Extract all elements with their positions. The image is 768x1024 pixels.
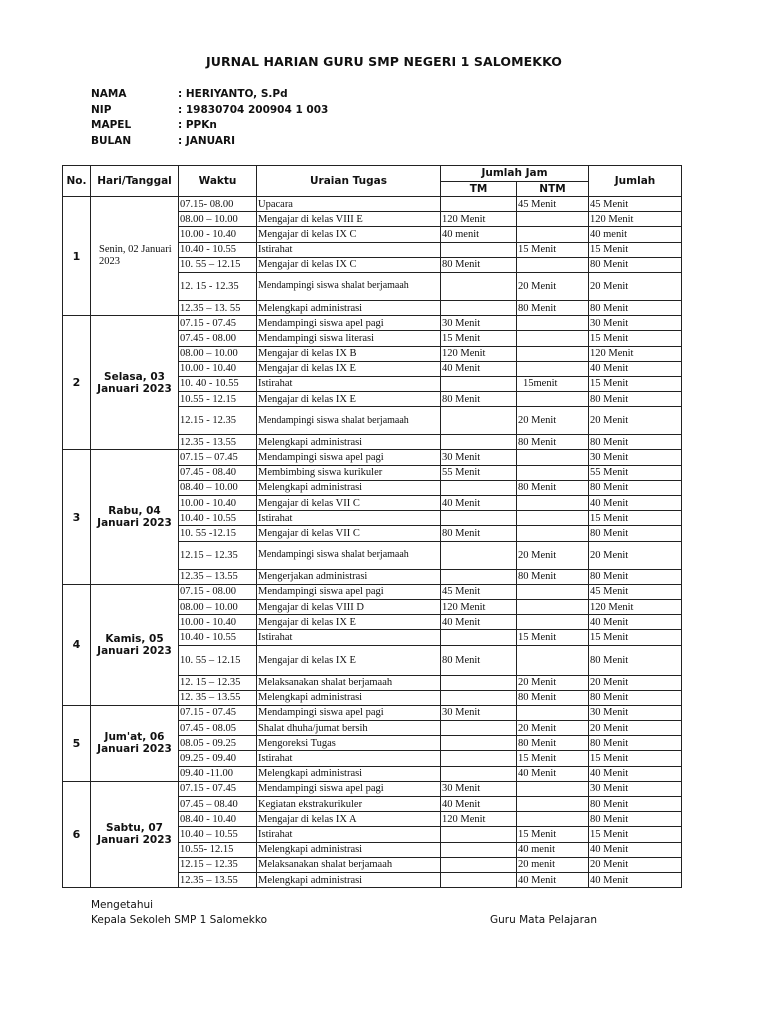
cell-ntm: 15menit [517,376,589,391]
cell-waktu: 12.35 – 13. 55 [179,300,257,315]
cell-ntm [517,465,589,480]
cell-tm [441,857,517,872]
cell-ntm: 80 Menit [517,690,589,705]
cell-ntm: 20 Menit [517,407,589,435]
cell-uraian: Mendampingi siswa apel pagi [257,584,441,599]
cell-uraian: Mengajar di kelas IX C [257,227,441,242]
cell-uraian: Istirahat [257,827,441,842]
cell-ntm: 80 Menit [517,736,589,751]
table-row [63,197,682,212]
cell-uraian: Melengkapi administrasi [257,872,441,887]
cell-ntm: 80 Menit [517,435,589,450]
cell-ntm [517,599,589,614]
cell-jumlah: 30 Menit [589,705,682,720]
cell-ntm: 45 Menit [517,197,589,212]
cell-tm [441,376,517,391]
meta-value: : JANUARI [178,134,235,147]
identity-block [91,88,328,150]
cell-uraian: Melengkapi administrasi [257,766,441,781]
cell-tm [441,675,517,690]
cell-tm [441,630,517,645]
cell-uraian: Mengajar di kelas VIII E [257,212,441,227]
cell-tm [441,300,517,315]
cell-ntm: 40 Menit [517,766,589,781]
cell-jumlah: 80 Menit [589,736,682,751]
cell-ntm [517,496,589,511]
cell-uraian: Mengoreksi Tugas [257,736,441,751]
cell-jumlah: 30 Menit [589,316,682,331]
day-number: 1 [63,197,91,316]
meta-value: : 19830704 200904 1 003 [178,103,329,116]
table-row [63,584,682,599]
cell-ntm: 20 Menit [517,675,589,690]
cell-waktu: 09.40 -11.00 [179,766,257,781]
cell-uraian: Istirahat [257,511,441,526]
cell-ntm [517,361,589,376]
cell-waktu: 10.00 - 10.40 [179,361,257,376]
cell-jumlah: 15 Menit [589,331,682,346]
cell-jumlah: 80 Menit [589,569,682,584]
cell-tm: 30 Menit [441,781,517,796]
cell-tm: 30 Menit [441,705,517,720]
meta-label: BULAN [91,134,132,147]
cell-jumlah: 120 Menit [589,346,682,361]
cell-jumlah: 80 Menit [589,392,682,407]
cell-waktu: 12.35 - 13.55 [179,435,257,450]
cell-waktu: 07.45 - 08.00 [179,331,257,346]
cell-tm [441,721,517,736]
day-date: Sabtu, 07 Januari 2023 [91,781,179,887]
cell-waktu: 07.45 - 08.40 [179,465,257,480]
cell-ntm [517,615,589,630]
cell-uraian: Mengajar di kelas VII C [257,526,441,541]
meta-row-nip [91,104,328,120]
cell-waktu: 10. 40 - 10.55 [179,376,257,391]
cell-waktu: 08.05 - 09.25 [179,736,257,751]
cell-tm [441,569,517,584]
meta-value: : HERIYANTO, S.Pd [178,88,288,100]
day-date: Selasa, 03 Januari 2023 [91,316,179,450]
day-date: Senin, 02 Januari 2023 [91,197,179,316]
cell-jumlah: 15 Menit [589,242,682,257]
cell-uraian: Mengajar di kelas IX E [257,615,441,630]
cell-jumlah: 80 Menit [589,812,682,827]
header-jumlah: Jumlah [589,166,682,197]
cell-waktu: 07.15 - 08.00 [179,584,257,599]
cell-waktu: 12. 35 – 13.55 [179,690,257,705]
cell-ntm [517,781,589,796]
cell-tm: 45 Menit [441,584,517,599]
header-ntm: NTM [517,182,589,197]
cell-jumlah: 15 Menit [589,376,682,391]
cell-uraian: Istirahat [257,630,441,645]
cell-tm [441,242,517,257]
cell-tm: 40 Menit [441,797,517,812]
cell-ntm: 80 Menit [517,300,589,315]
table-row [63,316,682,331]
cell-jumlah: 20 Menit [589,407,682,435]
meta-label: NAMA [91,88,127,100]
meta-label: NIP [91,103,112,116]
cell-jumlah: 20 Menit [589,857,682,872]
cell-waktu: 10. 55 -12.15 [179,526,257,541]
cell-tm: 80 Menit [441,257,517,272]
cell-waktu: 08.40 – 10.00 [179,480,257,495]
cell-waktu: 12.35 – 13.55 [179,569,257,584]
cell-tm [441,480,517,495]
cell-jumlah: 80 Menit [589,526,682,541]
header-tm: TM [441,182,517,197]
cell-waktu: 10.55 - 12.15 [179,392,257,407]
journal-body [63,197,682,888]
cell-waktu: 07.45 – 08.40 [179,797,257,812]
cell-tm [441,197,517,212]
day-number: 5 [63,705,91,781]
cell-waktu: 12.35 – 13.55 [179,872,257,887]
cell-waktu: 07.15 - 07.45 [179,316,257,331]
cell-ntm [517,705,589,720]
footer-guru-mapel: Guru Mata Pelajaran [490,914,598,926]
cell-jumlah: 80 Menit [589,480,682,495]
cell-jumlah: 80 Menit [589,435,682,450]
cell-tm: 120 Menit [441,346,517,361]
cell-tm: 40 menit [441,227,517,242]
journal-table [62,165,682,888]
day-number: 4 [63,584,91,705]
cell-uraian: Melengkapi administrasi [257,435,441,450]
cell-uraian: Istirahat [257,376,441,391]
header-jumlah-jam: Jumlah Jam [441,166,589,182]
table-row [63,781,682,796]
cell-uraian: Melengkapi administrasi [257,480,441,495]
cell-uraian: Mendampingi siswa literasi [257,331,441,346]
cell-tm [441,272,517,300]
cell-ntm [517,584,589,599]
cell-jumlah: 20 Menit [589,675,682,690]
cell-jumlah: 80 Menit [589,797,682,812]
cell-uraian: Mendampingi siswa apel pagi [257,450,441,465]
cell-ntm [517,797,589,812]
day-number: 6 [63,781,91,887]
cell-ntm: 80 Menit [517,480,589,495]
cell-uraian: Melengkapi administrasi [257,690,441,705]
cell-ntm: 20 menit [517,857,589,872]
cell-ntm [517,331,589,346]
cell-uraian: Mendampingi siswa shalat berjamaah [257,541,441,569]
cell-uraian: Membimbing siswa kurikuler [257,465,441,480]
cell-uraian: Mengajar di kelas IX B [257,346,441,361]
cell-tm: 30 Menit [441,450,517,465]
cell-jumlah: 40 Menit [589,615,682,630]
cell-ntm: 40 Menit [517,872,589,887]
cell-uraian: Mendampingi siswa shalat berjamaah [257,407,441,435]
cell-jumlah: 40 Menit [589,872,682,887]
cell-jumlah: 15 Menit [589,511,682,526]
cell-tm [441,751,517,766]
cell-jumlah: 20 Menit [589,541,682,569]
cell-waktu: 08.00 – 10.00 [179,346,257,361]
cell-ntm: 20 Menit [517,541,589,569]
meta-row-bulan [91,135,328,151]
header-uraian-tugas: Uraian Tugas [257,166,441,197]
cell-uraian: Shalat dhuha/jumat bersih [257,721,441,736]
cell-waktu: 07.15 - 07.45 [179,781,257,796]
cell-tm: 80 Menit [441,645,517,675]
cell-jumlah: 55 Menit [589,465,682,480]
cell-waktu: 10. 55 – 12.15 [179,645,257,675]
cell-ntm [517,526,589,541]
cell-waktu: 10.40 - 10.55 [179,242,257,257]
cell-ntm [517,212,589,227]
cell-uraian: Melaksanakan shalat berjamaah [257,675,441,690]
cell-waktu: 10.40 - 10.55 [179,630,257,645]
cell-tm: 40 Menit [441,615,517,630]
cell-ntm [517,645,589,675]
cell-ntm: 40 menit [517,842,589,857]
cell-waktu: 12. 15 – 12.35 [179,675,257,690]
cell-tm [441,766,517,781]
cell-waktu: 10. 55 – 12.15 [179,257,257,272]
cell-tm [441,435,517,450]
cell-jumlah: 40 menit [589,227,682,242]
cell-tm: 55 Menit [441,465,517,480]
day-date: Kamis, 05 Januari 2023 [91,584,179,705]
cell-jumlah: 15 Menit [589,751,682,766]
cell-uraian: Mengajar di kelas IX E [257,392,441,407]
cell-tm: 120 Menit [441,599,517,614]
cell-uraian: Melengkapi administrasi [257,842,441,857]
cell-uraian: Melaksanakan shalat berjamaah [257,857,441,872]
cell-jumlah: 20 Menit [589,721,682,736]
document-title: JURNAL HARIAN GURU SMP NEGERI 1 SALOMEKKO [205,54,563,69]
cell-waktu: 10.40 - 10.55 [179,511,257,526]
meta-row-nama [91,88,328,104]
cell-jumlah: 120 Menit [589,212,682,227]
footer-kepala-sekolah: Kepala Sekoleh SMP 1 Salomekko [91,914,267,926]
cell-ntm [517,257,589,272]
cell-ntm: 20 Menit [517,272,589,300]
cell-uraian: Mengajar di kelas IX A [257,812,441,827]
cell-uraian: Mengajar di kelas IX E [257,645,441,675]
cell-waktu: 10.00 - 10.40 [179,615,257,630]
cell-uraian: Mengajar di kelas VII C [257,496,441,511]
cell-jumlah: 40 Menit [589,766,682,781]
table-row [63,705,682,720]
cell-jumlah: 30 Menit [589,781,682,796]
cell-tm: 80 Menit [441,392,517,407]
cell-ntm [517,227,589,242]
meta-label: MAPEL [91,119,132,131]
cell-waktu: 12. 15 - 12.35 [179,272,257,300]
header-no: No. [63,166,91,197]
cell-jumlah: 45 Menit [589,584,682,599]
cell-uraian: Mengajar di kelas IX E [257,361,441,376]
cell-ntm: 15 Menit [517,242,589,257]
cell-uraian: Melengkapi administrasi [257,300,441,315]
cell-tm: 120 Menit [441,212,517,227]
footer-mengetahui: Mengetahui [91,899,154,911]
cell-waktu: 12.15 - 12.35 [179,407,257,435]
cell-ntm: 20 Menit [517,721,589,736]
cell-uraian: Mendampingi siswa apel pagi [257,781,441,796]
cell-waktu: 08.40 - 10.40 [179,812,257,827]
cell-jumlah: 15 Menit [589,630,682,645]
cell-uraian: Istirahat [257,751,441,766]
cell-jumlah: 40 Menit [589,361,682,376]
day-number: 3 [63,450,91,584]
cell-waktu: 09.25 - 09.40 [179,751,257,766]
cell-waktu: 07.15 – 07.45 [179,450,257,465]
cell-waktu: 10.40 – 10.55 [179,827,257,842]
cell-waktu: 07.45 - 08.05 [179,721,257,736]
cell-waktu: 08.00 – 10.00 [179,599,257,614]
cell-ntm: 15 Menit [517,630,589,645]
cell-tm: 120 Menit [441,812,517,827]
cell-waktu: 12.15 – 12.35 [179,857,257,872]
cell-tm: 80 Menit [441,526,517,541]
cell-waktu: 07.15- 08.00 [179,197,257,212]
cell-jumlah: 80 Menit [589,300,682,315]
cell-tm: 15 Menit [441,331,517,346]
cell-jumlah: 40 Menit [589,842,682,857]
cell-ntm [517,316,589,331]
cell-jumlah: 120 Menit [589,599,682,614]
header-waktu: Waktu [179,166,257,197]
cell-uraian: Kegiatan ekstrakurikuler [257,797,441,812]
cell-tm [441,690,517,705]
cell-ntm: 15 Menit [517,827,589,842]
cell-uraian: Mengajar di kelas IX C [257,257,441,272]
cell-jumlah: 80 Menit [589,645,682,675]
cell-tm [441,541,517,569]
cell-waktu: 10.55- 12.15 [179,842,257,857]
cell-tm [441,511,517,526]
meta-row-mapel [91,119,328,135]
cell-ntm [517,346,589,361]
cell-jumlah: 15 Menit [589,827,682,842]
cell-jumlah: 30 Menit [589,450,682,465]
cell-ntm [517,392,589,407]
cell-ntm: 15 Menit [517,751,589,766]
cell-waktu: 08.00 – 10.00 [179,212,257,227]
cell-waktu: 12.15 – 12.35 [179,541,257,569]
cell-uraian: Mendampingi siswa apel pagi [257,316,441,331]
cell-tm [441,736,517,751]
day-date: Rabu, 04 Januari 2023 [91,450,179,584]
cell-ntm [517,450,589,465]
cell-uraian: Mengerjakan administrasi [257,569,441,584]
cell-uraian: Istirahat [257,242,441,257]
cell-jumlah: 40 Menit [589,496,682,511]
cell-tm: 40 Menit [441,361,517,376]
cell-ntm: 80 Menit [517,569,589,584]
cell-jumlah: 45 Menit [589,197,682,212]
cell-ntm [517,511,589,526]
meta-value: : PPKn [178,119,217,131]
cell-jumlah: 20 Menit [589,272,682,300]
table-row [63,450,682,465]
day-date: Jum'at, 06 Januari 2023 [91,705,179,781]
cell-jumlah: 80 Menit [589,257,682,272]
cell-tm: 30 Menit [441,316,517,331]
cell-tm [441,842,517,857]
cell-tm: 40 Menit [441,496,517,511]
cell-waktu: 10.00 - 10.40 [179,496,257,511]
cell-waktu: 07.15 - 07.45 [179,705,257,720]
cell-uraian: Mendampingi siswa apel pagi [257,705,441,720]
cell-uraian: Mendampingi siswa shalat berjamaah [257,272,441,300]
cell-uraian: Upacara [257,197,441,212]
day-number: 2 [63,316,91,450]
header-hari-tanggal: Hari/Tanggal [91,166,179,197]
cell-uraian: Mengajar di kelas VIII D [257,599,441,614]
cell-ntm [517,812,589,827]
cell-tm [441,407,517,435]
cell-tm [441,872,517,887]
cell-jumlah: 80 Menit [589,690,682,705]
cell-waktu: 10.00 - 10.40 [179,227,257,242]
cell-tm [441,827,517,842]
